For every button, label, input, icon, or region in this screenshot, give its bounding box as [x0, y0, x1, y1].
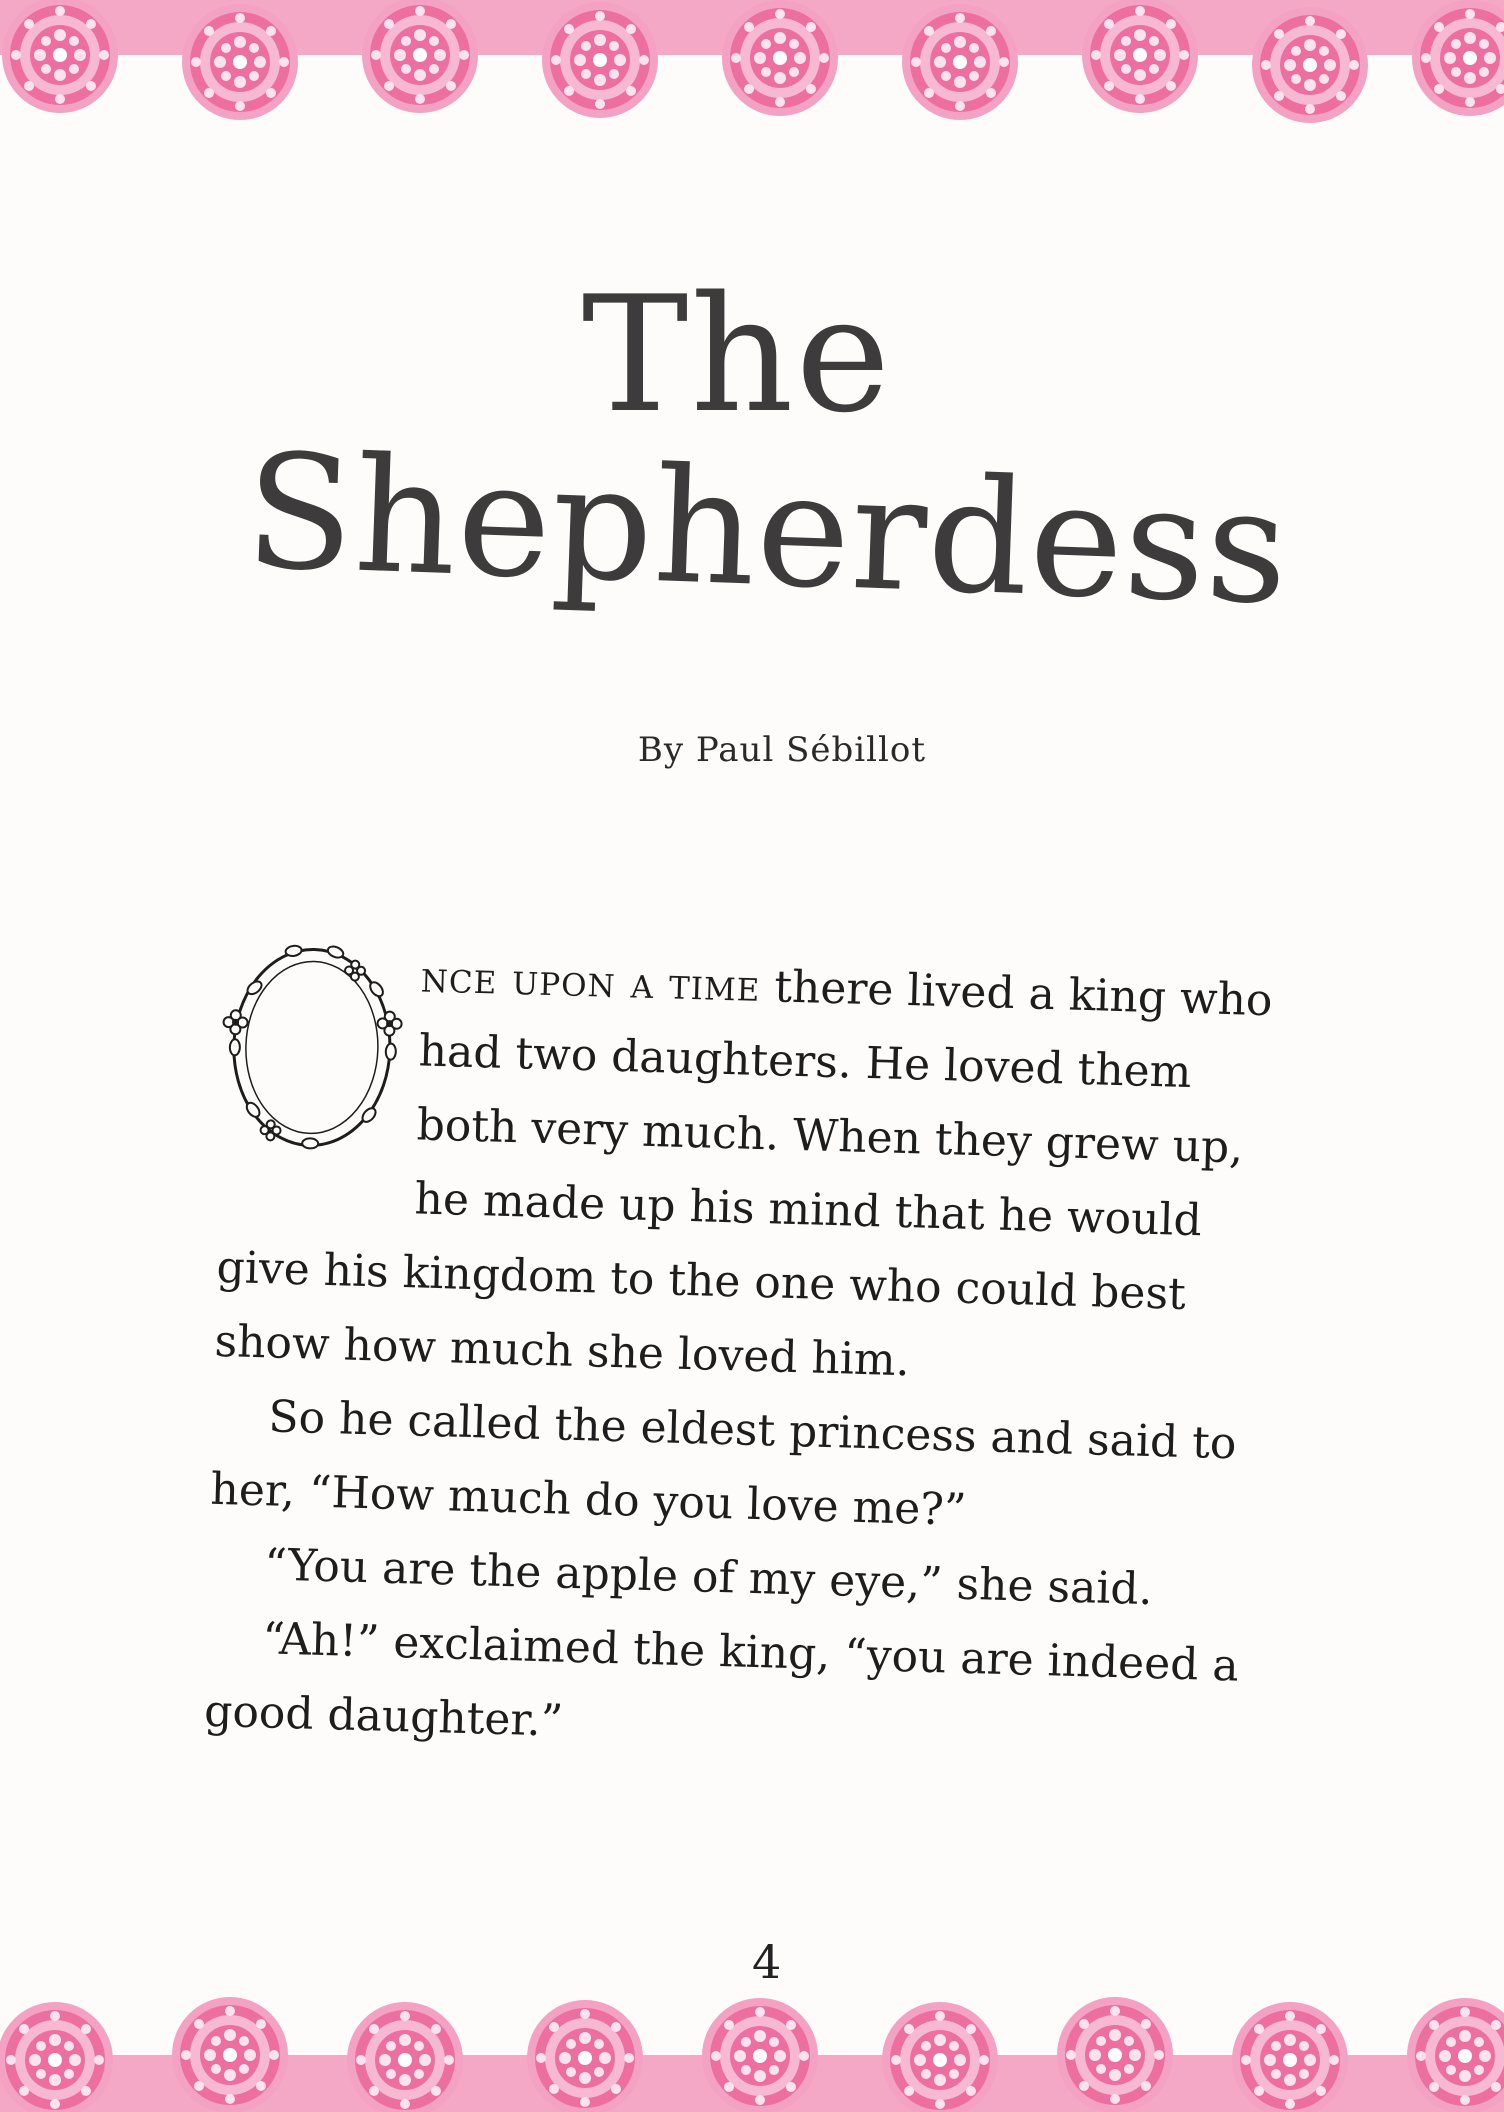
- author-byline: By Paul Sébillot: [637, 730, 927, 770]
- lace-border-icon: [0, 0, 1504, 150]
- story-title: [0, 261, 1504, 641]
- paragraph-3: “You are the apple of my eye,” she said.: [263, 1539, 1154, 1616]
- title-line-shepherdess: Shepherdess: [242, 419, 1292, 641]
- bottom-lace-border: [0, 1960, 1504, 2112]
- top-lace-border: [0, 0, 1504, 150]
- paragraph-2: So he called the eldest princess and said to her, “How much do you love me?”: [209, 1391, 1238, 1536]
- opening-smallcaps: nce upon a time: [420, 951, 762, 1012]
- lace-border-icon: [0, 1960, 1504, 2112]
- paragraph-4: “Ah!” exclaimed the king, “you are indeed a good daughter.”: [203, 1613, 1240, 1747]
- paragraph-1-text: there lived a king who had two daughters. He loved them both very much. When they grew up, he made up his mind that he would give his kingdom to the one who could best show how much she loved him.: [213, 960, 1274, 1387]
- page-number: 4: [752, 1935, 782, 1989]
- title-line-the: The: [581, 261, 893, 448]
- story-body: [203, 935, 1285, 1778]
- floral-dropcap-o-icon: [210, 927, 414, 1164]
